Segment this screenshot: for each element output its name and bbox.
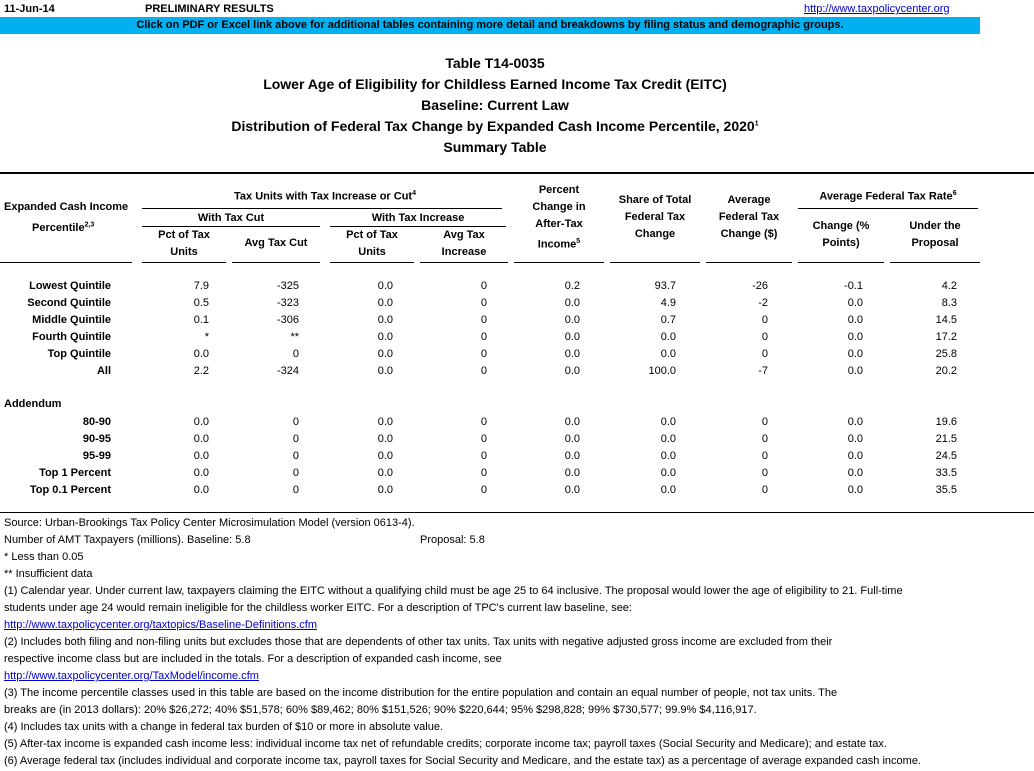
table-cell: 0.0: [847, 450, 863, 462]
table-cell: 0: [480, 433, 487, 445]
table-cell: 0.0: [847, 365, 863, 377]
table-cell: 0.0: [847, 348, 863, 360]
table-cell: 0.0: [564, 450, 580, 462]
addendum-row: [0, 448, 1034, 465]
table-row: [0, 295, 1034, 312]
table-row: [0, 329, 1034, 346]
footnote-2a: (2) Includes both filing and non-filing units but excludes those that are dependents of other tax units. Tax units with negative adjusted gross income are excluded from their: [4, 636, 833, 648]
amt-baseline-note: Number of AMT Taxpayers (millions). Baseline: 5.8: [4, 534, 251, 546]
table-cell: 0: [480, 484, 487, 496]
table-cell: -323: [276, 297, 299, 309]
table-cell: 0.0: [660, 484, 676, 496]
table-cell: 0.0: [847, 297, 863, 309]
footnote-4: (4) Includes tax units with a change in federal tax burden of $10 or more in absolute value.: [4, 721, 444, 733]
addendum-label: Addendum: [4, 398, 62, 410]
table-cell: 0: [480, 416, 487, 428]
footnote-3a: (3) The income percentile classes used in this table are based on the income distribution for the entire population and contain an equal number of people, not tax units. The: [4, 687, 838, 699]
header-bottom-rule: [330, 262, 414, 263]
table-cell: 0.0: [660, 467, 676, 479]
footnote-5: (5) After-tax income is expanded cash income less: individual income tax net of refundable credits; corporate income tax; payroll taxes (Social Security and Medicare); and estate tax.: [4, 738, 887, 750]
table-cell: 0.2: [564, 280, 580, 292]
table-number: Table T14-0035: [445, 55, 545, 71]
table-row: [0, 278, 1034, 295]
table-cell: 0.0: [564, 365, 580, 377]
table-cell: 0: [761, 314, 768, 326]
table-cell: 0.0: [193, 450, 209, 462]
table-cell: 0: [480, 280, 487, 292]
row-label: 95-99: [82, 450, 111, 462]
rate-group-rule: [798, 208, 978, 209]
table-cell: 8.3: [941, 297, 957, 309]
summary-title: Summary Table: [443, 139, 547, 155]
table-cell: 0: [480, 467, 487, 479]
table-cell: 0.0: [377, 280, 393, 292]
row-label: Top Quintile: [47, 348, 111, 360]
header-top-rule: [0, 172, 1034, 174]
table-cell: 21.5: [935, 433, 957, 445]
table-cell: 0: [292, 348, 299, 360]
table-row: [0, 363, 1034, 380]
table-cell: 0: [761, 433, 768, 445]
table-cell: 0: [761, 331, 768, 343]
stub-header: Expanded Cash Income Percentile$^{2,3}$: [4, 201, 129, 234]
table-cell: 0.0: [193, 433, 209, 445]
footnote-1a: (1) Calendar year. Under current law, taxpayers claiming the EITC without a qualifying child must be age 25 to 64 inclusive. The proposal would lower the age of eligibility to 21. Full-time: [4, 585, 903, 597]
col-rate-under: Under the Proposal: [909, 220, 961, 249]
table-cell: 0: [480, 365, 487, 377]
table-cell: *: [204, 331, 209, 343]
table-cell: 0.0: [564, 297, 580, 309]
row-label: All: [96, 365, 111, 377]
footnote-3b: breaks are (in 2013 dollars): 20% $26,272; 40% $51,578; 60% $89,462; 80% $151,526; 90% $220,644; 95% $298,828; 99% $730,577; 99.9% $4,116,917.: [4, 704, 757, 716]
col-pct-inc: Pct of Tax Units: [346, 229, 398, 258]
table-cell: 0: [292, 484, 299, 496]
header-bottom-rule: [142, 262, 226, 263]
distribution-title: Distribution of Federal Tax Change by Expanded Cash Income Percentile, 2020$^1$: [231, 118, 759, 134]
footnote-6: (6) Average federal tax (includes individual and corporate income tax, payroll taxes for Social Security and Medicare, and the estate tax) as a percentage of average expanded cash income.: [4, 755, 921, 767]
table-cell: 0.0: [377, 348, 393, 360]
table-cell: 0.5: [193, 297, 209, 309]
table-cell: 0.0: [377, 450, 393, 462]
table-row: [0, 312, 1034, 329]
row-label: Middle Quintile: [32, 314, 111, 326]
units-group-header: Tax Units with Tax Increase or Cut$^4$: [234, 190, 416, 203]
table-cell: 0.0: [660, 433, 676, 445]
rate-group-header: Average Federal Tax Rate$^6$: [819, 190, 957, 203]
row-label: Fourth Quintile: [32, 331, 111, 343]
table-cell: 4.2: [941, 280, 957, 292]
table-cell: 0: [480, 314, 487, 326]
info-banner: [0, 17, 980, 34]
col-avg-cut: Avg Tax Cut: [244, 237, 308, 249]
header-bottom-rule: [706, 262, 792, 263]
table-cell: 7.9: [193, 280, 209, 292]
table-cell: 0.0: [847, 433, 863, 445]
source-note: Source: Urban-Brookings Tax Policy Center Microsimulation Model (version 0613-4).: [4, 517, 415, 529]
col-avg-inc: Avg Tax Increase: [441, 229, 487, 258]
table-cell: 100.0: [648, 365, 676, 377]
row-label: Top 0.1 Percent: [29, 484, 111, 496]
table-cell: 0: [761, 484, 768, 496]
col-pct-change: Percent Change in After-Tax Income$^5$: [532, 184, 586, 251]
table-cell: 0.0: [564, 433, 580, 445]
table-cell: 0.0: [847, 484, 863, 496]
table-cell: 0.0: [847, 314, 863, 326]
table-cell: 20.2: [935, 365, 957, 377]
less-than-note: * Less than 0.05: [4, 551, 84, 563]
table-cell: 0.0: [660, 331, 676, 343]
table-cell: 24.5: [935, 450, 957, 462]
addendum-row: [0, 465, 1034, 482]
table-cell: -324: [276, 365, 299, 377]
col-rate-change: Change (% Points): [812, 220, 870, 249]
table-cell: 0.0: [564, 467, 580, 479]
table-cell: 0: [292, 433, 299, 445]
table-cell: 0: [761, 467, 768, 479]
table-cell: 19.6: [935, 416, 957, 428]
footnote-1b: students under age 24 would remain ineligible for the childless worker EITC. For a description of TPC's current law baseline, see:: [4, 602, 632, 614]
table-cell: 33.5: [935, 467, 957, 479]
row-label: 90-95: [82, 433, 111, 445]
table-cell: 0.7: [660, 314, 676, 326]
table-cell: 4.9: [660, 297, 676, 309]
table-cell: 0.0: [564, 348, 580, 360]
table-cell: 0: [292, 416, 299, 428]
table-bottom-rule: [0, 512, 1034, 513]
increase-subheader: With Tax Increase: [371, 212, 465, 224]
baseline-link[interactable]: http://www.taxpolicycenter.org/taxtopics/Baseline-Definitions.cfm: [4, 619, 318, 631]
table-cell: 0.0: [377, 484, 393, 496]
table-cell: 0.0: [377, 467, 393, 479]
col-share: Share of Total Federal Tax Change: [618, 194, 692, 240]
header-bottom-rule: [420, 262, 508, 263]
table-cell: 0.0: [660, 450, 676, 462]
row-label: Lowest Quintile: [29, 280, 111, 292]
footnote-2b: respective income class but are included in the totals. For a description of expanded cash income, see: [4, 653, 502, 665]
table-cell: 0: [480, 297, 487, 309]
table-row: [0, 346, 1034, 363]
cut-subheader: With Tax Cut: [197, 212, 265, 224]
table-cell: -7: [758, 365, 768, 377]
row-label: Second Quintile: [27, 297, 111, 309]
table-cell: 0: [292, 467, 299, 479]
table-cell: 0: [761, 450, 768, 462]
table-cell: 0.0: [564, 484, 580, 496]
status-label: PRELIMINARY RESULTS: [145, 3, 274, 15]
header-bottom-rule: [514, 262, 604, 263]
table-cell: -0.1: [844, 280, 863, 292]
table-cell: 14.5: [935, 314, 957, 326]
table-cell: 0.0: [377, 433, 393, 445]
addendum-row: [0, 414, 1034, 431]
col-pct-cut: Pct of Tax Units: [158, 229, 210, 258]
insufficient-note: ** Insufficient data: [4, 568, 93, 580]
header-bottom-rule: [890, 262, 980, 263]
table-cell: 93.7: [654, 280, 676, 292]
row-label: Top 1 Percent: [39, 467, 111, 479]
header-bottom-rule: [0, 262, 132, 263]
header-bottom-rule: [232, 262, 320, 263]
table-cell: 2.2: [193, 365, 209, 377]
report-date: 11-Jun-14: [4, 3, 55, 15]
table-title: Lower Age of Eligibility for Childless Earned Income Tax Credit (EITC): [263, 76, 727, 92]
table-cell: 0.0: [377, 314, 393, 326]
banner-text: Click on PDF or Excel link above for additional tables containing more detail and breakdowns by filing status and demographic groups.: [136, 19, 844, 31]
table-cell: **: [290, 331, 299, 343]
table-cell: 0.0: [564, 331, 580, 343]
table-cell: 0.0: [193, 348, 209, 360]
table-cell: 0.0: [377, 331, 393, 343]
table-cell: 0.0: [564, 416, 580, 428]
header-bottom-rule: [798, 262, 884, 263]
table-cell: 25.8: [935, 348, 957, 360]
row-label: 80-90: [82, 416, 111, 428]
table-cell: 0: [761, 348, 768, 360]
col-avg-change: Average Federal Tax Change ($): [718, 194, 780, 240]
table-cell: 0.0: [377, 297, 393, 309]
table-cell: 0: [480, 348, 487, 360]
table-cell: 35.5: [935, 484, 957, 496]
site-link[interactable]: http://www.taxpolicycenter.org: [804, 3, 950, 15]
amt-proposal-note: Proposal: 5.8: [420, 534, 485, 546]
table-cell: 0.0: [847, 467, 863, 479]
table-cell: -26: [752, 280, 768, 292]
table-cell: 0.0: [193, 484, 209, 496]
table-cell: 0.0: [660, 416, 676, 428]
addendum-row: [0, 482, 1034, 499]
table-cell: 0: [292, 450, 299, 462]
table-cell: 0.0: [193, 416, 209, 428]
table-cell: 0.0: [193, 467, 209, 479]
table-cell: 0.0: [660, 348, 676, 360]
income-link[interactable]: http://www.taxpolicycenter.org/TaxModel/income.cfm: [4, 670, 259, 682]
table-cell: 0.0: [847, 331, 863, 343]
table-cell: -325: [276, 280, 299, 292]
header-bottom-rule: [610, 262, 700, 263]
table-cell: 0: [480, 331, 487, 343]
table-cell: -306: [276, 314, 299, 326]
addendum-row: [0, 431, 1034, 448]
table-cell: 0.0: [847, 416, 863, 428]
table-cell: 0.1: [193, 314, 209, 326]
table-cell: 0.0: [377, 416, 393, 428]
table-cell: -2: [758, 297, 768, 309]
table-cell: 0.0: [377, 365, 393, 377]
units-group-rule: [142, 208, 502, 209]
table-cell: 0: [480, 450, 487, 462]
table-cell: 0.0: [564, 314, 580, 326]
baseline-title: Baseline: Current Law: [421, 97, 569, 113]
table-cell: 0: [761, 416, 768, 428]
table-cell: 17.2: [935, 331, 957, 343]
